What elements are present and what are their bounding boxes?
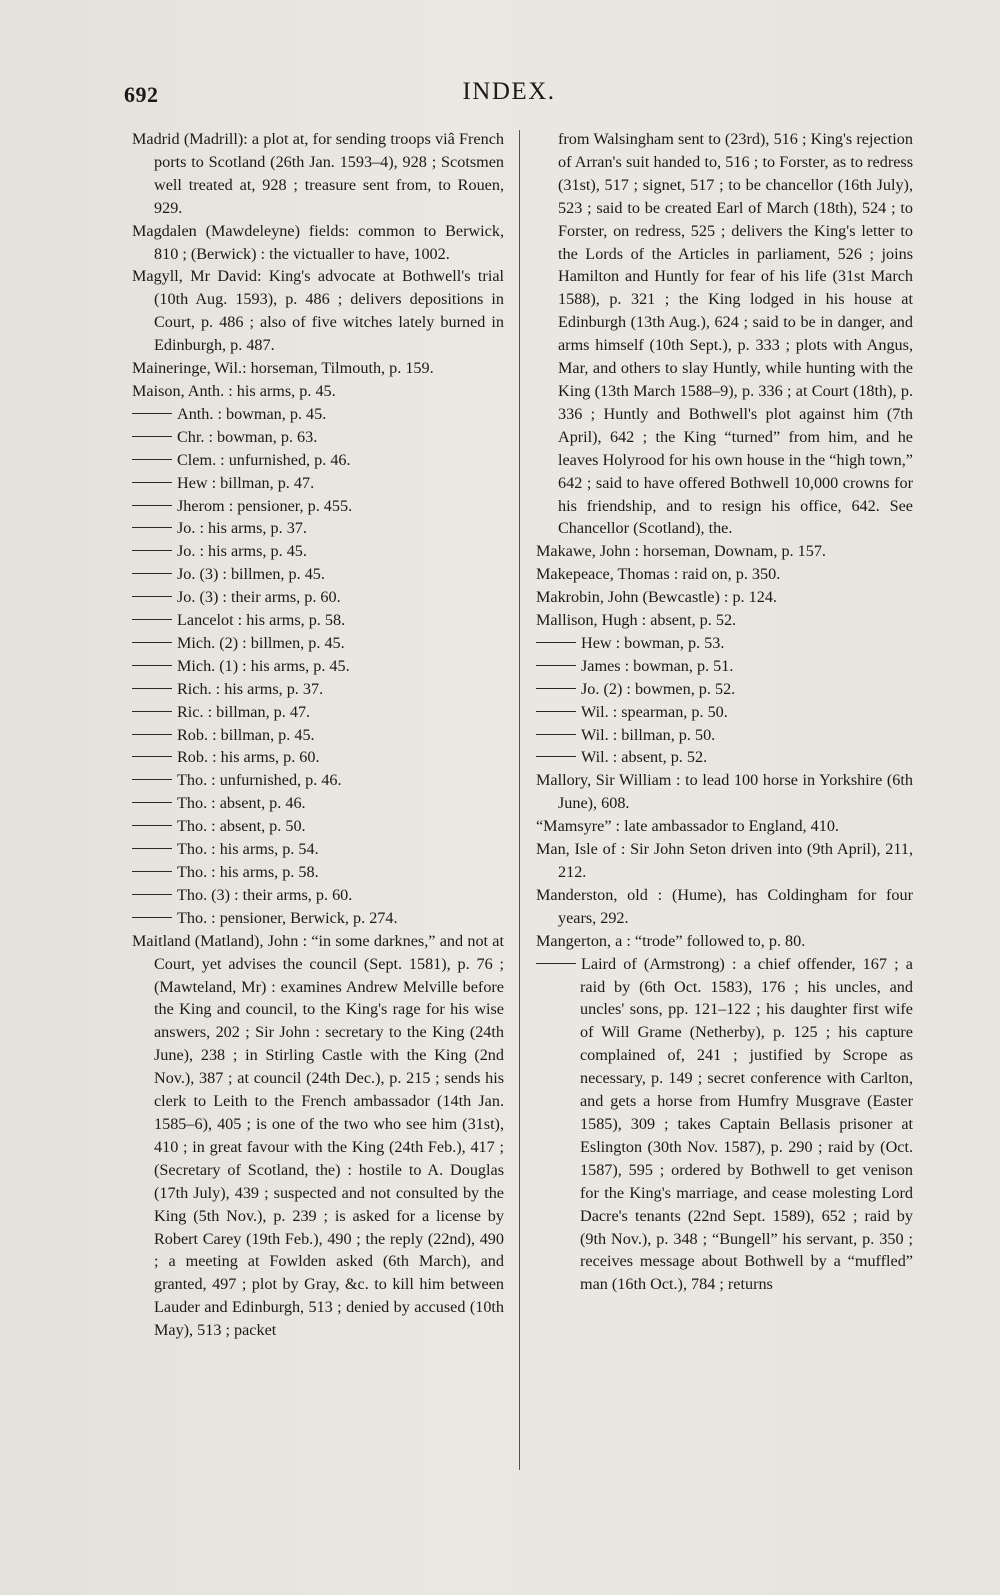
- entry-text: Tho. : absent, p. 46.: [177, 794, 306, 813]
- index-entry: [536, 586, 913, 609]
- entry-text: Madrid (Madrill): a plot at, for sending troops viâ French ports to Scotland (26th Jan. 1593–4), 928 ; Scotsmen well treated at, 928 ; treasure sent from, to Rouen, 929.: [132, 130, 504, 217]
- repeat-dash: [132, 413, 172, 414]
- entry-text: Tho. : absent, p. 50.: [177, 817, 306, 836]
- left-column: [132, 128, 504, 1342]
- entry-text: Maitland (Matland), John : “in some darknes,” and not at Court, yet advises the council (Sept. 1581), p. 76 ; (Mawteland, Mr) : examines Andrew Melville before the King and council, to the King's rage for his wise answers, 202 ; Sir John : secretary to the King (24th June), 238 ; in Stirling Castle with the King (2nd Nov.), 387 ; at council (24th Dec.), p. 215 ; sends his clerk to Leith to the French ambassador (14th Jan. 1585–6), 405 ; is one of the two who see him (31st), 410 ; in great favour with the King (24th Feb.), 417 ; (Secretary of Scotland, the) : hostile to A. Douglas (17th July), 439 ; suspected and not consulted by the King (5th Nov.), p. 239 ; is asked for a license by Robert Carey (19th Feb.), 490 ; the reply (22nd), 490 ; a meeting at Fowlden asked (6th March), and granted, 497 ; plot by Gray, &c. to kill him between Lauder and Edinburgh, 513 ; denied by accused (10th May), 513 ; packet: [132, 931, 504, 1340]
- entry-text: Jo. (2) : bowmen, p. 52.: [581, 679, 736, 698]
- index-entry: [132, 220, 504, 266]
- entry-text: Hew : billman, p. 47.: [177, 473, 315, 492]
- entry-text: Mallison, Hugh : absent, p. 52.: [536, 611, 737, 630]
- entry-text: Wil. : billman, p. 50.: [581, 725, 716, 744]
- index-subentry: [132, 724, 504, 747]
- entry-text: Tho. : his arms, p. 54.: [177, 840, 319, 859]
- repeat-dash: [132, 550, 172, 551]
- repeat-dash: [132, 596, 172, 597]
- index-subentry: [132, 472, 504, 495]
- entry-text: Maineringe, Wil.: horseman, Tilmouth, p. 159.: [132, 359, 434, 378]
- index-subentry: [132, 838, 504, 861]
- entry-text: Makawe, John : horseman, Downam, p. 157.: [536, 542, 826, 561]
- repeat-dash: [536, 642, 576, 643]
- entry-text: Chr. : bowman, p. 63.: [177, 427, 318, 446]
- index-entry: [132, 265, 504, 357]
- entry-text: Tho. : pensioner, Berwick, p. 274.: [177, 908, 398, 927]
- entry-text: Manderston, old : (Hume), has Coldingham for four years, 292.: [536, 885, 913, 927]
- entry-text: James : bowman, p. 51.: [581, 656, 734, 675]
- repeat-dash: [132, 756, 172, 757]
- index-subentry: [132, 403, 504, 426]
- index-subentry: [132, 746, 504, 769]
- entry-text: Tho. : his arms, p. 58.: [177, 863, 319, 881]
- index-subentry: [132, 701, 504, 724]
- entry-text: Jo. (3) : billmen, p. 45.: [177, 565, 325, 584]
- repeat-dash: [536, 756, 576, 757]
- entry-text: Makrobin, John (Bewcastle) : p. 124.: [536, 588, 777, 607]
- index-subentry: [132, 655, 504, 678]
- index-entry: [536, 563, 913, 586]
- repeat-dash: [132, 505, 172, 506]
- entry-text: Mich. (2) : billmen, p. 45.: [177, 633, 345, 652]
- index-subentry: [132, 861, 504, 884]
- repeat-dash: [132, 642, 172, 643]
- index-entry: [536, 769, 913, 815]
- entry-text: Rich. : his arms, p. 37.: [177, 679, 324, 698]
- index-subentry: [132, 792, 504, 815]
- repeat-dash: [132, 871, 172, 872]
- entry-text: Anth. : bowman, p. 45.: [177, 404, 327, 423]
- index-subentry: [132, 815, 504, 838]
- index-entry: [536, 884, 913, 930]
- column-divider: [519, 130, 520, 1470]
- index-entry: [132, 930, 504, 1342]
- entry-text: Wil. : spearman, p. 50.: [581, 702, 728, 721]
- entry-text: Magdalen (Mawdeleyne) fields: common to Berwick, 810 ; (Berwick) : the victualler to have, 1002.: [132, 221, 504, 263]
- repeat-dash: [132, 573, 172, 574]
- index-subentry: [132, 426, 504, 449]
- index-entry: [536, 815, 913, 838]
- index-subentry: [132, 540, 504, 563]
- index-subentry: [536, 953, 913, 1297]
- index-subentry: [132, 449, 504, 472]
- entry-text: “Mamsyre” : late ambassador to England, 410.: [536, 817, 839, 836]
- entry-text: Rob. : billman, p. 45.: [177, 725, 315, 744]
- repeat-dash: [132, 527, 172, 528]
- entry-text: Rob. : his arms, p. 60.: [177, 748, 320, 767]
- entry-text: Lancelot : his arms, p. 58.: [177, 611, 346, 630]
- index-subentry: [132, 632, 504, 655]
- index-entry: [132, 380, 504, 403]
- page-header: [0, 78, 1000, 118]
- repeat-dash: [132, 665, 172, 666]
- index-subentry: [536, 632, 913, 655]
- entry-text: Ric. : billman, p. 47.: [177, 702, 311, 721]
- repeat-dash: [536, 665, 576, 666]
- entry-text: Jherom : pensioner, p. 455.: [177, 496, 353, 515]
- index-subentry: [536, 724, 913, 747]
- entry-text: Jo. : his arms, p. 45.: [177, 542, 307, 561]
- repeat-dash: [132, 779, 172, 780]
- index-subentry: [536, 655, 913, 678]
- page-number: 692: [124, 82, 159, 107]
- entry-text: Wil. : absent, p. 52.: [581, 748, 708, 767]
- repeat-dash: [536, 734, 576, 735]
- entry-text: Mallory, Sir William : to lead 100 horse in Yorkshire (6th June), 608.: [536, 771, 913, 813]
- index-subentry: [132, 884, 504, 907]
- index-subentry: [132, 678, 504, 701]
- repeat-dash: [536, 711, 576, 712]
- repeat-dash: [132, 825, 172, 826]
- index-subentry: [536, 678, 913, 701]
- repeat-dash: [132, 734, 172, 735]
- repeat-dash: [132, 802, 172, 803]
- index-subentry: [132, 563, 504, 586]
- repeat-dash: [536, 963, 576, 964]
- index-entry: [536, 540, 913, 563]
- running-title: INDEX.: [462, 78, 556, 105]
- entry-text: Hew : bowman, p. 53.: [581, 633, 725, 652]
- index-entry: [536, 609, 913, 632]
- entry-text: Tho. : unfurnished, p. 46.: [177, 771, 342, 790]
- index-entry: [536, 838, 913, 884]
- entry-text: Mich. (1) : his arms, p. 45.: [177, 656, 350, 675]
- repeat-dash: [132, 482, 172, 483]
- index-entry: [132, 128, 504, 220]
- entry-text: Jo. (3) : their arms, p. 60.: [177, 588, 341, 607]
- index-subentry: [132, 907, 504, 930]
- index-entry: [132, 357, 504, 380]
- index-subentry: [132, 769, 504, 792]
- entry-text: Mangerton, a : “trode” followed to, p. 80.: [536, 931, 806, 950]
- entry-text: from Walsingham sent to (23rd), 516 ; King's rejection of Arran's suit handed to, 516 ; to Forster, as to redress (31st), 517 ; signet, 517 ; to be chancellor (16th July), 523 ; said to be created Earl of March (18th), 524 ; to Forster, on redress, 525 ; delivers the King's letter to the Lords of the Articles in parliament, 526 ; joins Hamilton and Huntly for fear of his life (31st March 1588), p. 321 ; the King lodged in his house at Edinburgh (13th Aug.), 624 ; said to be in danger, and arms himself (10th Sept.), p. 333 ; plots with Angus, Mar, and others to slay Huntly, while hunting with the King (13th March 1588–9), p. 336 ; at Court (18th), p. 336 ; Huntly and Bothwell's plot against him (7th April), 642 ; the King “turned” from him, and he leaves Holyrood for his own house in the “high town,” 642 ; said to have offered Bothwell 10,000 crowns for his friendship, and to resign his office, 642. See Chancellor (Scotland), the.: [558, 130, 913, 538]
- index-subentry: [132, 517, 504, 540]
- repeat-dash: [132, 436, 172, 437]
- repeat-dash: [132, 917, 172, 918]
- entry-text: Man, Isle of : Sir John Seton driven into (9th April), 211, 212.: [536, 840, 913, 881]
- index-subentry: [132, 609, 504, 632]
- index-entry: [536, 930, 913, 953]
- repeat-dash: [132, 711, 172, 712]
- repeat-dash: [132, 894, 172, 895]
- index-subentry: [132, 495, 504, 518]
- entry-text: Clem. : unfurnished, p. 46.: [177, 450, 351, 469]
- index-subentry: [132, 586, 504, 609]
- entry-text: Maison, Anth. : his arms, p. 45.: [132, 381, 336, 400]
- repeat-dash: [132, 848, 172, 849]
- entry-text: Tho. (3) : their arms, p. 60.: [177, 885, 353, 904]
- entry-text: Laird of (Armstrong) : a chief offender, 167 ; a raid by (6th Oct. 1583), 176 ; his uncles, and uncles' sons, pp. 121–122 ; his daughter first wife of Will Grame (Netherby), p. 125 ; his capture complained of, 241 ; justified by Scrope as necessary, p. 149 ; secret conference with Carlton, and gets a horse from Humfry Musgrave (Easter 1585), 309 ; takes Captain Bellasis prisoner at Eslington (30th Nov. 1587), p. 290 ; raid by (Oct. 1587), 595 ; ordered by Bothwell to get venison for the King's marriage, and cease molesting Lord Dacre's tenants (22nd Sept. 1589), 652 ; raid by (9th Nov.), p. 348 ; “Bungell” his servant, p. 350 ; receives message about Bothwell by a “muffled” man (16th Oct.), 784 ; returns: [580, 954, 913, 1294]
- entry-text: Magyll, Mr David: King's advocate at Bothwell's trial (10th Aug. 1593), p. 486 ; delivers depositions in Court, p. 486 ; also of five witches lately burned in Edinburgh, p. 487.: [132, 267, 504, 355]
- entry-text: Makepeace, Thomas : raid on, p. 350.: [536, 565, 781, 584]
- index-subentry: [536, 746, 913, 769]
- index-entry: [536, 128, 913, 540]
- repeat-dash: [132, 688, 172, 689]
- repeat-dash: [536, 688, 576, 689]
- repeat-dash: [132, 619, 172, 620]
- entry-text: Jo. : his arms, p. 37.: [177, 519, 307, 538]
- right-column: [536, 128, 913, 1296]
- repeat-dash: [132, 459, 172, 460]
- index-subentry: [536, 701, 913, 724]
